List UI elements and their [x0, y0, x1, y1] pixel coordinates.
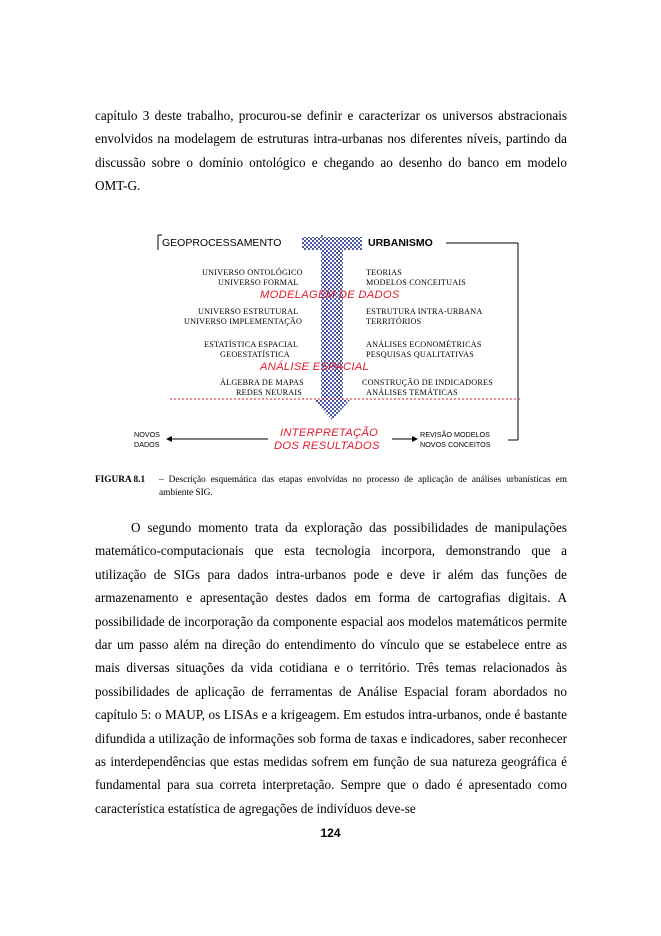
row1-right-2: MODELOS CONCEITUAIS: [366, 278, 467, 287]
row2-right-2: TERRITÓRIOS: [366, 317, 422, 326]
row2-left-2: UNIVERSO IMPLEMENTAÇÃO: [184, 317, 303, 326]
caption-label: FIGURA 8.1: [95, 475, 146, 485]
header-urbanismo: URBANISMO: [368, 237, 433, 249]
stage-modelagem: MODELAGEM DE DADOS: [260, 289, 400, 301]
row3-right-2: PESQUISAS QUALITATIVAS: [366, 350, 474, 359]
row2-right-1: ESTRUTURA INTRA-URBANA: [366, 307, 483, 316]
stage-interpretacao: INTERPRETAÇÃO: [280, 427, 379, 439]
row3-left-2: GEOESTATÍSTICA: [220, 350, 290, 359]
row1-right-1: TEORIAS: [366, 268, 402, 277]
row4-right-2: ANÁLISES TEMÁTICAS: [366, 388, 458, 397]
row4-left-2: REDES NEURAIS: [236, 388, 303, 397]
figure-diagram: [130, 230, 530, 455]
row1-left-2: UNIVERSO FORMAL: [218, 278, 299, 287]
out-left-1: NOVOS: [134, 430, 160, 439]
body-paragraph-1: capítulo 3 deste trabalho, procurou-se definir e caracterizar os universos abstracionais envolvidos na modelagem de estruturas intra-urbanas nos diferentes níveis, partindo da discussão sobre o domínio ontológico e chegando ao desenho do banco em modelo OMT-G.: [95, 108, 567, 194]
page-number: 124: [320, 826, 341, 840]
caption-text: – Descrição esquemática das etapas envolvidas no processo de aplicação de análises urbanísticas em ambiente SIG.: [159, 475, 567, 498]
stage-analise-espacial: ANÁLISE ESPACIAL: [260, 361, 370, 373]
header-geoprocessamento: GEOPROCESSAMENTO: [162, 237, 282, 249]
row3-left-1: ESTATÍSTICA ESPACIAL: [204, 340, 299, 349]
stage-resultados: DOS RESULTADOS: [274, 440, 380, 452]
out-right-1: REVISÃO MODELOS: [420, 430, 490, 439]
out-left-2: DADOS: [134, 440, 160, 449]
out-right-2: NOVOS CONCEITOS: [420, 440, 491, 449]
body-paragraph-2: O segundo momento trata da exploração das possibilidades de manipulações matemático-computacionais que esta tecnologia incorpora, demonstrando que a utilização de SIGs para dados intra-urbanos pode e deve ir além das funções de armazenamento e apresentação destes dados em forma de cartografias digitais. A possibilidade de incorporação da componente espacial aos modelos matemáticos permite dar um passo além na direção do entendimento do vínculo que se estabelece entre as mais diversas situações da vida cotidiana e o território. Três temas relacionados às possibilidades de aplicação de ferramentas de Análise Espacial foram abordados no capítulo 5: o MAUP, os LISAs e a krigeagem. Em estudos intra-urbanos, onde é bastante difundida a utilização de informações sob forma de taxas e indicadores, saber reconhecer as interdependências que estas medidas sofrem em função de sua natureza geográfica é fundamental para sua correta interpretação. Sempre que o dado é apresentado como característica estatística de agregações de indivíduos deve-se: [95, 520, 567, 816]
row1-left-1: UNIVERSO ONTOLÓGICO: [202, 268, 303, 277]
row3-right-1: ANÁLISES ECONOMÉTRICAS: [366, 340, 482, 349]
row4-right-1: CONSTRUÇÃO DE INDICADORES: [362, 378, 494, 387]
row4-left-1: ÁLGEBRA DE MAPAS: [220, 378, 304, 387]
row2-left-1: UNIVERSO ESTRUTURAL: [198, 307, 299, 316]
